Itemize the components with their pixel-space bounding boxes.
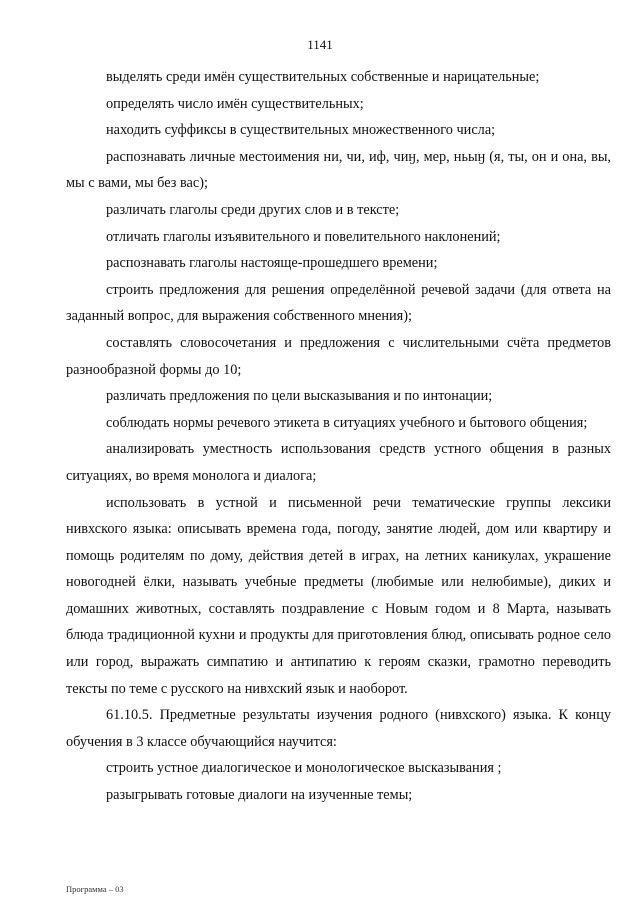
body-text [66, 64, 611, 809]
paragraph: отличать глаголы изъявительного и повелительного наклонений; [106, 228, 501, 245]
paragraph: находить суффиксы в существительных множественного числа; [106, 122, 496, 139]
paragraph: анализировать уместность использования средств устного общения в разных ситуациях, во время монолога и диалога; [66, 441, 611, 484]
paragraph: строить предложения для решения определённой речевой задачи (для ответа на заданный вопрос, для выражения собственного мнения); [66, 281, 611, 325]
footer-label: Программа – 03 [66, 884, 124, 894]
paragraph: распознавать личные местоимения ни, чи, иф, чиӈ, мер, ньыӈ (я, ты, он и она, вы, мы с вами, мы без вас); [66, 148, 611, 192]
paragraph: составлять словосочетания и предложения с числительными счёта предметов разнообразной формы до 10; [66, 334, 611, 378]
paragraph: выделять среди имён существительных собственные и нарицательные; [106, 69, 540, 85]
paragraph: различать глаголы среди других слов и в тексте; [106, 201, 400, 218]
paragraph: строить устное диалогическое и монологическое высказывания ; [106, 760, 502, 777]
paragraph: использовать в устной и письменной речи тематические группы лексики нивхского языка: описывать времена года, погоду, занятие людей, дом или квартиру и помощь родителям по дому, действия детей в играх, на летних каникулах, украшение новогодней ёлки, называть учебные предметы (любимые или нелюбимые), диких и домашних животных, составлять поздравление с Новым годом и 8 Марта, называть блюда традиционной кухни и продукты для приготовления блюд, описывать родное село или город, выражать симпатию и антипатию к героям сказки, грамотно переводить тексты по теме с русского на нивхский язык и наоборот. [66, 494, 611, 697]
paragraph: распознавать глаголы настояще-прошедшего времени; [106, 255, 438, 272]
paragraph: определять число имён существительных; [106, 95, 364, 112]
page-number: 1141 [307, 37, 333, 52]
paragraph: соблюдать нормы речевого этикета в ситуациях учебного и бытового общения; [106, 414, 588, 431]
paragraph: разыгрывать готовые диалоги на изученные темы; [106, 787, 413, 804]
paragraph: различать предложения по цели высказывания и по интонации; [106, 388, 493, 405]
section-paragraph: 61.10.5. Предметные результаты изучения родного (нивхского) языка. К концу обучения в 3 классе обучающийся научится: [66, 707, 611, 750]
